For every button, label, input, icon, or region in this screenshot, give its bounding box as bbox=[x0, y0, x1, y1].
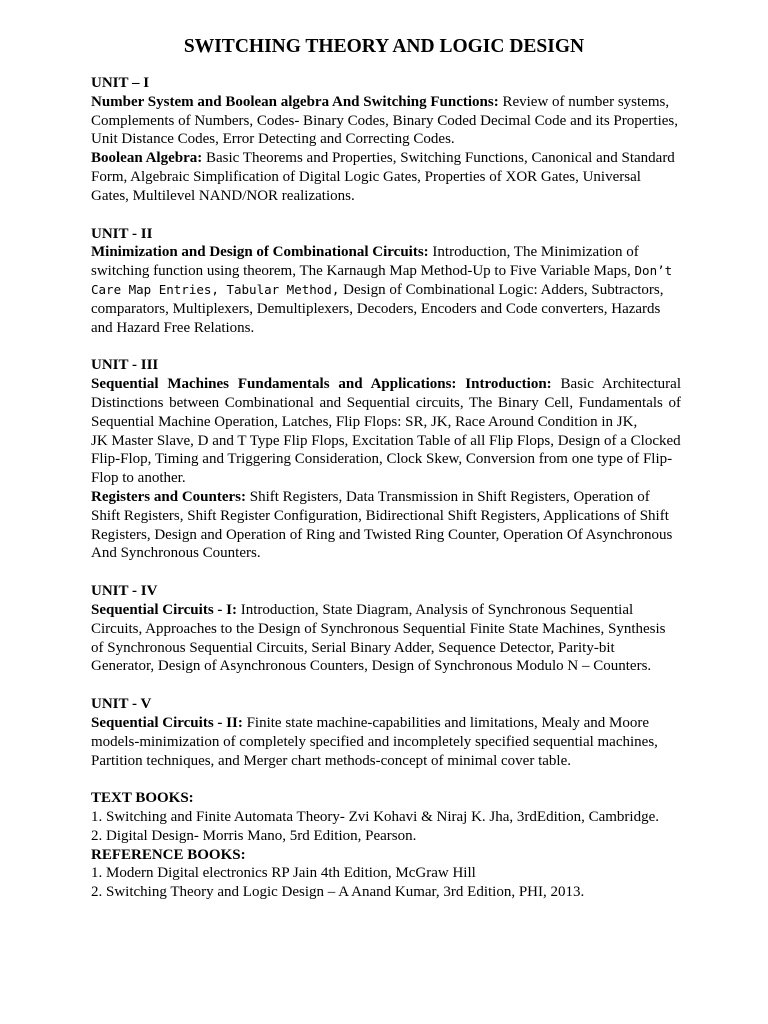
section-text: Basic Architectural Distinctions between Combinational and Sequential circuits, The Binary Cell, Fundamentals of Sequential Machine Operation, Latches, Flip Flops: SR, JK, Race Around Condition in JK, bbox=[91, 376, 681, 430]
unit-paragraph: JK Master Slave, D and T Type Flip Flops, Excitation Table of all Flip Flops, Design of a Clocked Flip-Flop, Timing and Triggering Consideration, Clock Skew, Conversion from one type of Flip-Flop to another. bbox=[91, 432, 681, 487]
syllabus-page bbox=[91, 36, 681, 902]
unit-paragraph bbox=[91, 93, 681, 149]
section-text: Shift Registers, Data Transmission in Shift Registers, Operation of Shift Registers, Shift Register Configuration, Bidirectional Shift Registers, Applications of Shift Registers, Design and Operation of Ring and Twisted Ring Counter, Operation Of Asynchronous And Synchronous Counters. bbox=[91, 488, 673, 562]
unit-heading: UNIT - IV bbox=[91, 583, 158, 600]
unit-4 bbox=[91, 582, 681, 676]
section-title: Boolean Algebra: bbox=[91, 150, 203, 167]
unit-heading: UNIT - II bbox=[91, 225, 153, 242]
unit-heading: UNIT - V bbox=[91, 696, 152, 713]
unit-heading: UNIT - III bbox=[91, 357, 159, 374]
section-text-alt-font: Don’t Care Map Entries, Tabular Method, bbox=[91, 263, 673, 297]
unit-paragraph bbox=[91, 601, 681, 676]
text-books-heading: TEXT BOOKS: bbox=[91, 790, 194, 807]
reference-books bbox=[91, 846, 681, 902]
section-title: Sequential Circuits - I: bbox=[91, 601, 237, 618]
section-text: Review of number systems, Complements of Numbers, Codes- Binary Codes, Binary Coded Decimal Code and its Properties, Unit Distance Codes, Error Detecting and Correcting Codes. bbox=[91, 93, 678, 148]
unit-paragraph bbox=[91, 714, 681, 770]
page-title: SWITCHING THEORY AND LOGIC DESIGN bbox=[183, 36, 585, 57]
section-title: Sequential Machines Fundamentals and Applications: Introduction: bbox=[91, 376, 552, 393]
section-text: Finite state machine-capabilities and limitations, Mealy and Moore models-minimization of completely specified and incompletely specified sequential machines, Partition techniques, and Merger chart methods-concept of minimal cover table. bbox=[91, 714, 658, 769]
section-text: Design of Combinational Logic: Adders, Subtractors, comparators, Multiplexers, Demultiplexers, Decoders, Encoders and Code converters, Hazards and Hazard Free Relations. bbox=[91, 281, 664, 336]
reference-books-heading: REFERENCE BOOKS: bbox=[91, 846, 246, 863]
book-item: 1. Switching and Finite Automata Theory- Zvi Kohavi & Niraj K. Jha, 3rdEdition, Cambridge. bbox=[91, 809, 659, 826]
unit-1 bbox=[91, 74, 681, 206]
section-title: Registers and Counters: bbox=[91, 488, 246, 505]
section-text: Introduction, The Minimization of switching function using theorem, The Karnaugh Map Method-Up to Five Variable Maps, bbox=[91, 244, 639, 280]
unit-paragraph bbox=[91, 243, 681, 337]
unit-heading: UNIT – I bbox=[91, 75, 150, 91]
unit-paragraph bbox=[91, 488, 681, 563]
unit-paragraph bbox=[91, 149, 681, 205]
section-title: Number System and Boolean algebra And Switching Functions: bbox=[91, 93, 499, 110]
unit-5 bbox=[91, 695, 681, 770]
section-text: Basic Theorems and Properties, Switching Functions, Canonical and Standard Form, Algebraic Simplification of Digital Logic Gates, Properties of XOR Gates, Universal Gates, Multilevel NAND/NOR realizations. bbox=[91, 150, 675, 204]
unit-paragraph bbox=[91, 375, 681, 431]
book-item: 2. Digital Design- Morris Mano, 5rd Edition, Pearson. bbox=[91, 827, 417, 844]
section-title: Minimization and Design of Combinational Circuits: bbox=[91, 244, 429, 261]
text-books bbox=[91, 789, 681, 845]
section-title: Sequential Circuits - II: bbox=[91, 714, 243, 731]
unit-2 bbox=[91, 225, 681, 338]
unit-3 bbox=[91, 356, 681, 563]
book-item: 1. Modern Digital electronics RP Jain 4th Edition, McGraw Hill bbox=[91, 865, 476, 882]
section-text: Introduction, State Diagram, Analysis of Synchronous Sequential Circuits, Approaches to the Design of Synchronous Sequential Finite State Machines, Synthesis of Synchronous Sequential Circuits, Serial Binary Adder, Sequence Detector, Parity-bit Generator, Design of Asynchronous Counters, Design of Synchronous Modulo N – Counters. bbox=[91, 601, 666, 675]
book-item: 2. Switching Theory and Logic Design – A Anand Kumar, 3rd Edition, PHI, 2013. bbox=[91, 884, 585, 901]
